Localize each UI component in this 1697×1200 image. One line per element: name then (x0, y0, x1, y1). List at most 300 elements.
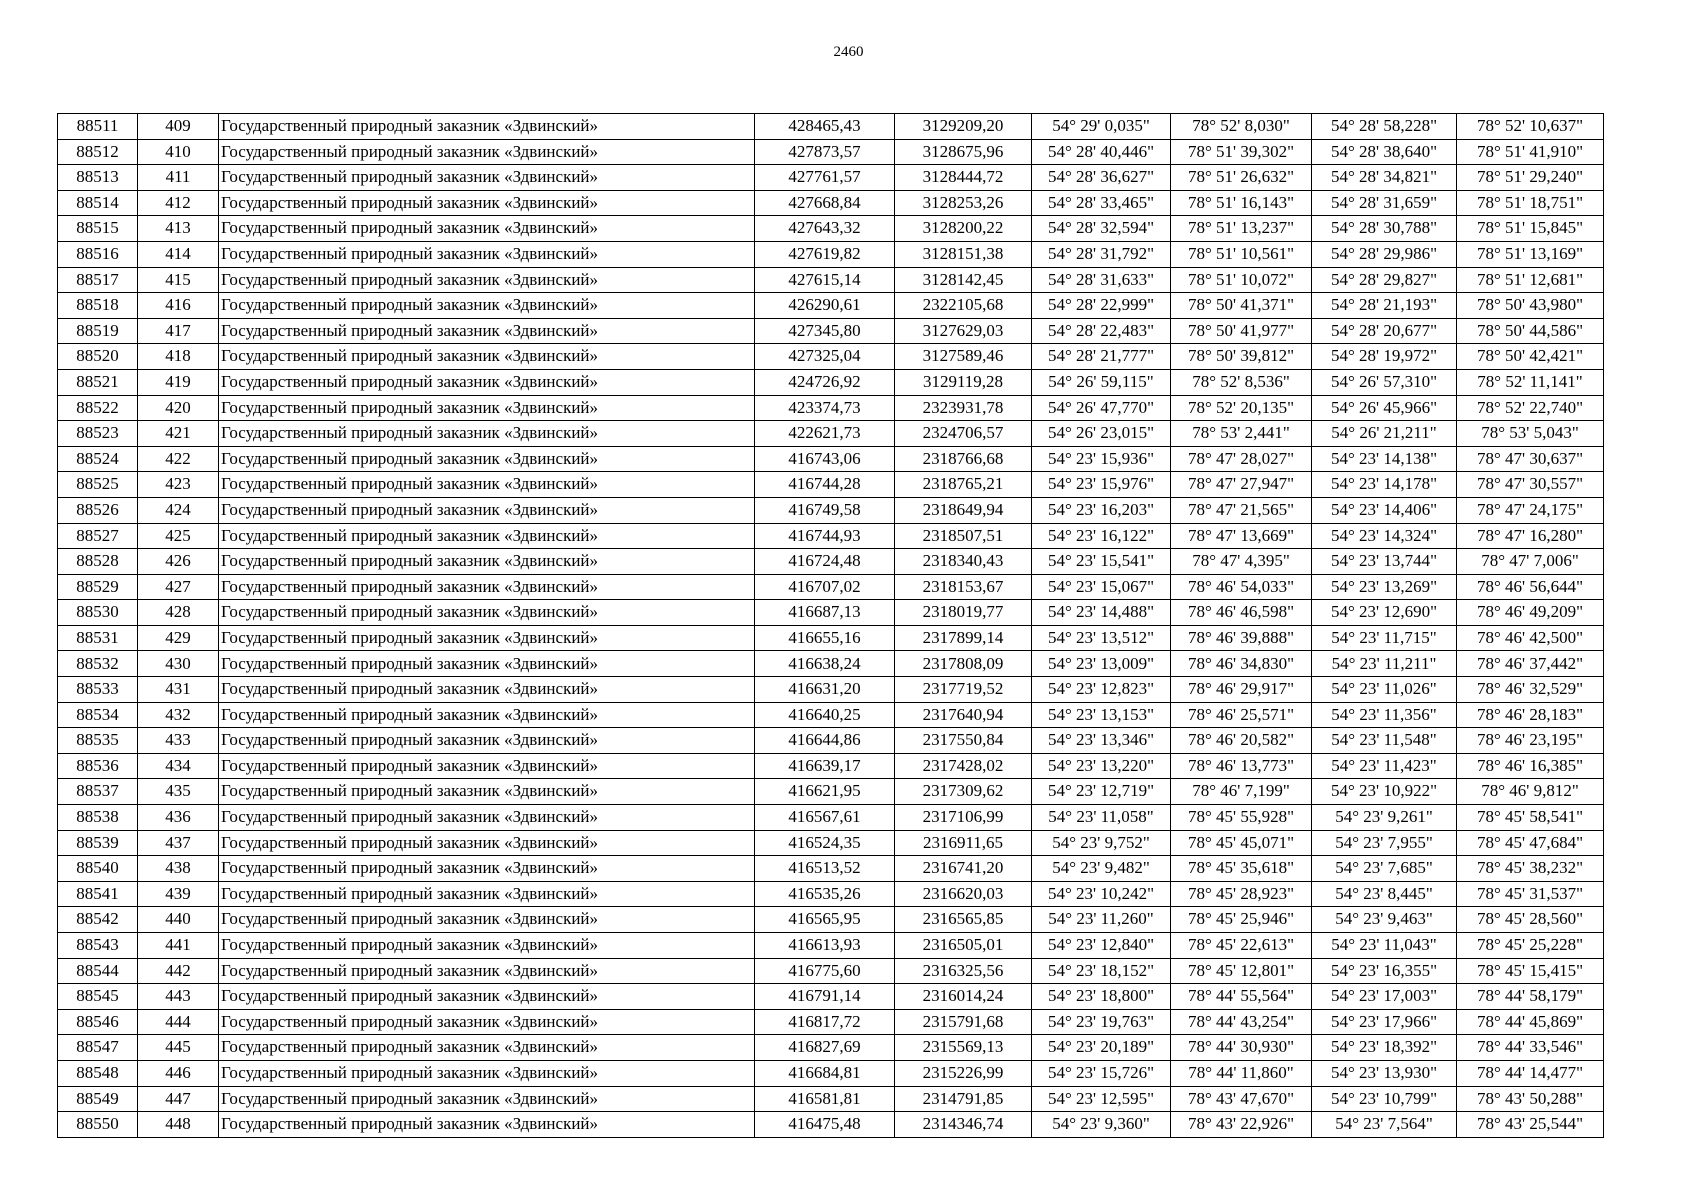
longitude-1-cell: 78° 46' 39,888" (1171, 625, 1312, 651)
latitude-1-cell: 54° 23' 9,482" (1032, 856, 1171, 882)
longitude-1-cell: 78° 51' 10,561" (1171, 241, 1312, 267)
y-coordinate-cell: 2316565,85 (895, 907, 1032, 933)
area-name-cell: Государственный природный заказник «Здвинский» (219, 395, 755, 421)
area-name-cell: Государственный природный заказник «Здвинский» (219, 907, 755, 933)
table-row (58, 677, 1604, 703)
point-number-cell: 437 (138, 830, 219, 856)
latitude-2-cell: 54° 23' 13,930" (1312, 1060, 1457, 1086)
longitude-2-cell: 78° 51' 29,240" (1457, 165, 1604, 191)
table-row (58, 318, 1604, 344)
area-name-cell: Государственный природный заказник «Здвинский» (219, 421, 755, 447)
latitude-1-cell: 54° 23' 12,823" (1032, 677, 1171, 703)
latitude-2-cell: 54° 26' 21,211" (1312, 421, 1457, 447)
area-name-cell: Государственный природный заказник «Здвинский» (219, 241, 755, 267)
latitude-2-cell: 54° 23' 7,955" (1312, 830, 1457, 856)
table-row (58, 497, 1604, 523)
point-number-cell: 412 (138, 190, 219, 216)
row-id-cell: 88537 (58, 779, 138, 805)
longitude-1-cell: 78° 46' 29,917" (1171, 677, 1312, 703)
longitude-1-cell: 78° 50' 39,812" (1171, 344, 1312, 370)
latitude-2-cell: 54° 28' 38,640" (1312, 139, 1457, 165)
point-number-cell: 436 (138, 805, 219, 831)
row-id-cell: 88531 (58, 625, 138, 651)
area-name-cell: Государственный природный заказник «Здвинский» (219, 472, 755, 498)
longitude-2-cell: 78° 47' 30,557" (1457, 472, 1604, 498)
point-number-cell: 418 (138, 344, 219, 370)
latitude-1-cell: 54° 23' 15,067" (1032, 574, 1171, 600)
row-id-cell: 88522 (58, 395, 138, 421)
longitude-2-cell: 78° 51' 12,681" (1457, 267, 1604, 293)
area-name-cell: Государственный природный заказник «Здвинский» (219, 165, 755, 191)
latitude-2-cell: 54° 28' 58,228" (1312, 114, 1457, 140)
point-number-cell: 409 (138, 114, 219, 140)
table-row (58, 190, 1604, 216)
point-number-cell: 414 (138, 241, 219, 267)
point-number-cell: 410 (138, 139, 219, 165)
area-name-cell: Государственный природный заказник «Здвинский» (219, 344, 755, 370)
longitude-2-cell: 78° 46' 32,529" (1457, 677, 1604, 703)
x-coordinate-cell: 427873,57 (755, 139, 895, 165)
row-id-cell: 88533 (58, 677, 138, 703)
area-name-cell: Государственный природный заказник «Здвинский» (219, 651, 755, 677)
table-row (58, 216, 1604, 242)
latitude-1-cell: 54° 23' 13,346" (1032, 728, 1171, 754)
area-name-cell: Государственный природный заказник «Здвинский» (219, 369, 755, 395)
area-name-cell: Государственный природный заказник «Здвинский» (219, 549, 755, 575)
table-row (58, 549, 1604, 575)
longitude-1-cell: 78° 50' 41,371" (1171, 293, 1312, 319)
latitude-1-cell: 54° 28' 33,465" (1032, 190, 1171, 216)
point-number-cell: 416 (138, 293, 219, 319)
table-row (58, 344, 1604, 370)
table-row (58, 805, 1604, 831)
y-coordinate-cell: 2318153,67 (895, 574, 1032, 600)
x-coordinate-cell: 416743,06 (755, 446, 895, 472)
row-id-cell: 88545 (58, 984, 138, 1010)
row-id-cell: 88548 (58, 1060, 138, 1086)
point-number-cell: 438 (138, 856, 219, 882)
table-row (58, 267, 1604, 293)
y-coordinate-cell: 3128253,26 (895, 190, 1032, 216)
latitude-2-cell: 54° 23' 9,261" (1312, 805, 1457, 831)
y-coordinate-cell: 3128142,45 (895, 267, 1032, 293)
latitude-1-cell: 54° 29' 0,035" (1032, 114, 1171, 140)
longitude-1-cell: 78° 44' 30,930" (1171, 1035, 1312, 1061)
latitude-1-cell: 54° 23' 15,936" (1032, 446, 1171, 472)
longitude-1-cell: 78° 51' 26,632" (1171, 165, 1312, 191)
area-name-cell: Государственный природный заказник «Здвинский» (219, 702, 755, 728)
table-row (58, 1112, 1604, 1138)
table-row (58, 472, 1604, 498)
row-id-cell: 88539 (58, 830, 138, 856)
y-coordinate-cell: 2318507,51 (895, 523, 1032, 549)
latitude-2-cell: 54° 23' 8,445" (1312, 881, 1457, 907)
y-coordinate-cell: 2316911,65 (895, 830, 1032, 856)
latitude-2-cell: 54° 23' 11,211" (1312, 651, 1457, 677)
longitude-2-cell: 78° 46' 42,500" (1457, 625, 1604, 651)
table-row (58, 856, 1604, 882)
x-coordinate-cell: 424726,92 (755, 369, 895, 395)
longitude-1-cell: 78° 47' 27,947" (1171, 472, 1312, 498)
area-name-cell: Государственный природный заказник «Здвинский» (219, 805, 755, 831)
row-id-cell: 88525 (58, 472, 138, 498)
longitude-2-cell: 78° 44' 58,179" (1457, 984, 1604, 1010)
latitude-1-cell: 54° 23' 13,153" (1032, 702, 1171, 728)
table-row (58, 958, 1604, 984)
x-coordinate-cell: 416581,81 (755, 1086, 895, 1112)
point-number-cell: 434 (138, 753, 219, 779)
table-row (58, 1086, 1604, 1112)
longitude-1-cell: 78° 53' 2,441" (1171, 421, 1312, 447)
latitude-1-cell: 54° 23' 18,800" (1032, 984, 1171, 1010)
row-id-cell: 88526 (58, 497, 138, 523)
x-coordinate-cell: 416684,81 (755, 1060, 895, 1086)
row-id-cell: 88536 (58, 753, 138, 779)
latitude-2-cell: 54° 28' 20,677" (1312, 318, 1457, 344)
y-coordinate-cell: 3128151,38 (895, 241, 1032, 267)
latitude-2-cell: 54° 28' 19,972" (1312, 344, 1457, 370)
latitude-1-cell: 54° 23' 13,009" (1032, 651, 1171, 677)
table-row (58, 369, 1604, 395)
latitude-2-cell: 54° 26' 57,310" (1312, 369, 1457, 395)
table-row (58, 702, 1604, 728)
longitude-1-cell: 78° 44' 11,860" (1171, 1060, 1312, 1086)
x-coordinate-cell: 416638,24 (755, 651, 895, 677)
longitude-1-cell: 78° 45' 22,613" (1171, 933, 1312, 959)
table-row (58, 933, 1604, 959)
x-coordinate-cell: 416513,52 (755, 856, 895, 882)
point-number-cell: 429 (138, 625, 219, 651)
x-coordinate-cell: 416621,95 (755, 779, 895, 805)
point-number-cell: 411 (138, 165, 219, 191)
y-coordinate-cell: 2314791,85 (895, 1086, 1032, 1112)
latitude-1-cell: 54° 23' 20,189" (1032, 1035, 1171, 1061)
y-coordinate-cell: 3127589,46 (895, 344, 1032, 370)
latitude-1-cell: 54° 28' 21,777" (1032, 344, 1171, 370)
longitude-1-cell: 78° 46' 25,571" (1171, 702, 1312, 728)
x-coordinate-cell: 427615,14 (755, 267, 895, 293)
latitude-1-cell: 54° 28' 36,627" (1032, 165, 1171, 191)
point-number-cell: 443 (138, 984, 219, 1010)
latitude-1-cell: 54° 23' 12,595" (1032, 1086, 1171, 1112)
latitude-2-cell: 54° 23' 7,564" (1312, 1112, 1457, 1138)
longitude-1-cell: 78° 52' 8,030" (1171, 114, 1312, 140)
longitude-2-cell: 78° 45' 47,684" (1457, 830, 1604, 856)
longitude-1-cell: 78° 46' 7,199" (1171, 779, 1312, 805)
row-id-cell: 88549 (58, 1086, 138, 1112)
x-coordinate-cell: 416524,35 (755, 830, 895, 856)
table-row (58, 881, 1604, 907)
longitude-1-cell: 78° 44' 43,254" (1171, 1009, 1312, 1035)
latitude-2-cell: 54° 23' 14,324" (1312, 523, 1457, 549)
y-coordinate-cell: 2315791,68 (895, 1009, 1032, 1035)
longitude-1-cell: 78° 47' 28,027" (1171, 446, 1312, 472)
table-row (58, 1060, 1604, 1086)
longitude-2-cell: 78° 51' 18,751" (1457, 190, 1604, 216)
latitude-1-cell: 54° 23' 11,058" (1032, 805, 1171, 831)
row-id-cell: 88535 (58, 728, 138, 754)
longitude-1-cell: 78° 51' 39,302" (1171, 139, 1312, 165)
latitude-2-cell: 54° 23' 14,178" (1312, 472, 1457, 498)
latitude-2-cell: 54° 23' 18,392" (1312, 1035, 1457, 1061)
longitude-2-cell: 78° 47' 7,006" (1457, 549, 1604, 575)
table-row (58, 728, 1604, 754)
longitude-2-cell: 78° 47' 16,280" (1457, 523, 1604, 549)
row-id-cell: 88528 (58, 549, 138, 575)
longitude-2-cell: 78° 46' 49,209" (1457, 600, 1604, 626)
x-coordinate-cell: 416567,61 (755, 805, 895, 831)
y-coordinate-cell: 2318340,43 (895, 549, 1032, 575)
latitude-2-cell: 54° 23' 14,406" (1312, 497, 1457, 523)
row-id-cell: 88540 (58, 856, 138, 882)
table-row (58, 600, 1604, 626)
table-row (58, 651, 1604, 677)
longitude-2-cell: 78° 44' 33,546" (1457, 1035, 1604, 1061)
y-coordinate-cell: 3128675,96 (895, 139, 1032, 165)
row-id-cell: 88542 (58, 907, 138, 933)
latitude-1-cell: 54° 23' 15,976" (1032, 472, 1171, 498)
longitude-1-cell: 78° 45' 55,928" (1171, 805, 1312, 831)
latitude-1-cell: 54° 23' 9,752" (1032, 830, 1171, 856)
latitude-2-cell: 54° 28' 31,659" (1312, 190, 1457, 216)
y-coordinate-cell: 2317550,84 (895, 728, 1032, 754)
longitude-1-cell: 78° 44' 55,564" (1171, 984, 1312, 1010)
longitude-2-cell: 78° 45' 31,537" (1457, 881, 1604, 907)
x-coordinate-cell: 427619,82 (755, 241, 895, 267)
longitude-2-cell: 78° 45' 15,415" (1457, 958, 1604, 984)
area-name-cell: Государственный природный заказник «Здвинский» (219, 139, 755, 165)
longitude-2-cell: 78° 43' 25,544" (1457, 1112, 1604, 1138)
longitude-1-cell: 78° 47' 4,395" (1171, 549, 1312, 575)
y-coordinate-cell: 2317808,09 (895, 651, 1032, 677)
latitude-2-cell: 54° 23' 13,269" (1312, 574, 1457, 600)
point-number-cell: 419 (138, 369, 219, 395)
latitude-2-cell: 54° 23' 11,548" (1312, 728, 1457, 754)
point-number-cell: 447 (138, 1086, 219, 1112)
longitude-2-cell: 78° 50' 44,586" (1457, 318, 1604, 344)
table-row (58, 779, 1604, 805)
area-name-cell: Государственный природный заказник «Здвинский» (219, 753, 755, 779)
point-number-cell: 433 (138, 728, 219, 754)
x-coordinate-cell: 416631,20 (755, 677, 895, 703)
table-row (58, 293, 1604, 319)
longitude-1-cell: 78° 45' 35,618" (1171, 856, 1312, 882)
longitude-1-cell: 78° 51' 13,237" (1171, 216, 1312, 242)
longitude-2-cell: 78° 45' 38,232" (1457, 856, 1604, 882)
row-id-cell: 88515 (58, 216, 138, 242)
longitude-2-cell: 78° 50' 42,421" (1457, 344, 1604, 370)
table-row (58, 241, 1604, 267)
latitude-2-cell: 54° 28' 21,193" (1312, 293, 1457, 319)
longitude-2-cell: 78° 46' 37,442" (1457, 651, 1604, 677)
row-id-cell: 88518 (58, 293, 138, 319)
coordinates-table (57, 113, 1604, 1138)
area-name-cell: Государственный природный заказник «Здвинский» (219, 728, 755, 754)
table-row (58, 753, 1604, 779)
longitude-2-cell: 78° 47' 24,175" (1457, 497, 1604, 523)
point-number-cell: 441 (138, 933, 219, 959)
latitude-1-cell: 54° 23' 11,260" (1032, 907, 1171, 933)
point-number-cell: 439 (138, 881, 219, 907)
row-id-cell: 88547 (58, 1035, 138, 1061)
row-id-cell: 88521 (58, 369, 138, 395)
latitude-1-cell: 54° 23' 15,541" (1032, 549, 1171, 575)
latitude-1-cell: 54° 23' 9,360" (1032, 1112, 1171, 1138)
area-name-cell: Государственный природный заказник «Здвинский» (219, 523, 755, 549)
longitude-2-cell: 78° 43' 50,288" (1457, 1086, 1604, 1112)
latitude-2-cell: 54° 23' 11,043" (1312, 933, 1457, 959)
x-coordinate-cell: 416655,16 (755, 625, 895, 651)
area-name-cell: Государственный природный заказник «Здвинский» (219, 1035, 755, 1061)
table-row (58, 139, 1604, 165)
point-number-cell: 444 (138, 1009, 219, 1035)
longitude-1-cell: 78° 46' 20,582" (1171, 728, 1312, 754)
y-coordinate-cell: 2316620,03 (895, 881, 1032, 907)
area-name-cell: Государственный природный заказник «Здвинский» (219, 1060, 755, 1086)
longitude-1-cell: 78° 46' 46,598" (1171, 600, 1312, 626)
x-coordinate-cell: 416535,26 (755, 881, 895, 907)
table-row (58, 446, 1604, 472)
y-coordinate-cell: 3128444,72 (895, 165, 1032, 191)
longitude-1-cell: 78° 46' 34,830" (1171, 651, 1312, 677)
page-number: 2460 (833, 44, 864, 60)
x-coordinate-cell: 427761,57 (755, 165, 895, 191)
y-coordinate-cell: 2316325,56 (895, 958, 1032, 984)
longitude-1-cell: 78° 47' 21,565" (1171, 497, 1312, 523)
latitude-1-cell: 54° 23' 16,122" (1032, 523, 1171, 549)
longitude-1-cell: 78° 43' 47,670" (1171, 1086, 1312, 1112)
row-id-cell: 88550 (58, 1112, 138, 1138)
latitude-1-cell: 54° 26' 23,015" (1032, 421, 1171, 447)
latitude-2-cell: 54° 23' 7,685" (1312, 856, 1457, 882)
longitude-1-cell: 78° 52' 20,135" (1171, 395, 1312, 421)
x-coordinate-cell: 426290,61 (755, 293, 895, 319)
table-row (58, 625, 1604, 651)
y-coordinate-cell: 2314346,74 (895, 1112, 1032, 1138)
x-coordinate-cell: 416707,02 (755, 574, 895, 600)
y-coordinate-cell: 2317309,62 (895, 779, 1032, 805)
area-name-cell: Государственный природный заказник «Здвинский» (219, 293, 755, 319)
latitude-1-cell: 54° 23' 18,152" (1032, 958, 1171, 984)
latitude-2-cell: 54° 23' 11,356" (1312, 702, 1457, 728)
x-coordinate-cell: 428465,43 (755, 114, 895, 140)
x-coordinate-cell: 416640,25 (755, 702, 895, 728)
row-id-cell: 88512 (58, 139, 138, 165)
x-coordinate-cell: 416817,72 (755, 1009, 895, 1035)
table-row (58, 1009, 1604, 1035)
y-coordinate-cell: 2318019,77 (895, 600, 1032, 626)
latitude-2-cell: 54° 23' 11,026" (1312, 677, 1457, 703)
point-number-cell: 421 (138, 421, 219, 447)
area-name-cell: Государственный природный заказник «Здвинский» (219, 1009, 755, 1035)
longitude-1-cell: 78° 43' 22,926" (1171, 1112, 1312, 1138)
area-name-cell: Государственный природный заказник «Здвинский» (219, 497, 755, 523)
x-coordinate-cell: 416744,93 (755, 523, 895, 549)
latitude-2-cell: 54° 23' 13,744" (1312, 549, 1457, 575)
table-row (58, 574, 1604, 600)
row-id-cell: 88511 (58, 114, 138, 140)
table-row (58, 907, 1604, 933)
table-row (58, 1035, 1604, 1061)
latitude-1-cell: 54° 28' 22,483" (1032, 318, 1171, 344)
point-number-cell: 432 (138, 702, 219, 728)
y-coordinate-cell: 2316741,20 (895, 856, 1032, 882)
x-coordinate-cell: 423374,73 (755, 395, 895, 421)
table-body (58, 114, 1604, 1138)
point-number-cell: 440 (138, 907, 219, 933)
point-number-cell: 448 (138, 1112, 219, 1138)
table-row (58, 114, 1604, 140)
latitude-2-cell: 54° 23' 11,715" (1312, 625, 1457, 651)
point-number-cell: 417 (138, 318, 219, 344)
point-number-cell: 420 (138, 395, 219, 421)
longitude-2-cell: 78° 45' 25,228" (1457, 933, 1604, 959)
area-name-cell: Государственный природный заказник «Здвинский» (219, 216, 755, 242)
x-coordinate-cell: 416639,17 (755, 753, 895, 779)
y-coordinate-cell: 2315569,13 (895, 1035, 1032, 1061)
y-coordinate-cell: 2317106,99 (895, 805, 1032, 831)
point-number-cell: 415 (138, 267, 219, 293)
y-coordinate-cell: 3129119,28 (895, 369, 1032, 395)
area-name-cell: Государственный природный заказник «Здвинский» (219, 779, 755, 805)
row-id-cell: 88546 (58, 1009, 138, 1035)
latitude-2-cell: 54° 23' 14,138" (1312, 446, 1457, 472)
row-id-cell: 88534 (58, 702, 138, 728)
x-coordinate-cell: 416744,28 (755, 472, 895, 498)
y-coordinate-cell: 2317640,94 (895, 702, 1032, 728)
area-name-cell: Государственный природный заказник «Здвинский» (219, 958, 755, 984)
point-number-cell: 430 (138, 651, 219, 677)
y-coordinate-cell: 2318766,68 (895, 446, 1032, 472)
latitude-1-cell: 54° 23' 13,220" (1032, 753, 1171, 779)
y-coordinate-cell: 3127629,03 (895, 318, 1032, 344)
y-coordinate-cell: 2317899,14 (895, 625, 1032, 651)
longitude-1-cell: 78° 51' 10,072" (1171, 267, 1312, 293)
latitude-1-cell: 54° 23' 14,488" (1032, 600, 1171, 626)
x-coordinate-cell: 416791,14 (755, 984, 895, 1010)
row-id-cell: 88520 (58, 344, 138, 370)
table-row (58, 421, 1604, 447)
x-coordinate-cell: 416687,13 (755, 600, 895, 626)
latitude-2-cell: 54° 28' 30,788" (1312, 216, 1457, 242)
longitude-2-cell: 78° 45' 28,560" (1457, 907, 1604, 933)
latitude-2-cell: 54° 28' 29,827" (1312, 267, 1457, 293)
latitude-1-cell: 54° 28' 32,594" (1032, 216, 1171, 242)
row-id-cell: 88532 (58, 651, 138, 677)
area-name-cell: Государственный природный заказник «Здвинский» (219, 1086, 755, 1112)
point-number-cell: 435 (138, 779, 219, 805)
latitude-2-cell: 54° 23' 11,423" (1312, 753, 1457, 779)
area-name-cell: Государственный природный заказник «Здвинский» (219, 114, 755, 140)
y-coordinate-cell: 3128200,22 (895, 216, 1032, 242)
latitude-2-cell: 54° 23' 10,922" (1312, 779, 1457, 805)
x-coordinate-cell: 416775,60 (755, 958, 895, 984)
latitude-2-cell: 54° 23' 17,966" (1312, 1009, 1457, 1035)
area-name-cell: Государственный природный заказник «Здвинский» (219, 267, 755, 293)
y-coordinate-cell: 2318649,94 (895, 497, 1032, 523)
area-name-cell: Государственный природный заказник «Здвинский» (219, 600, 755, 626)
latitude-2-cell: 54° 28' 29,986" (1312, 241, 1457, 267)
longitude-1-cell: 78° 46' 54,033" (1171, 574, 1312, 600)
longitude-1-cell: 78° 45' 45,071" (1171, 830, 1312, 856)
row-id-cell: 88523 (58, 421, 138, 447)
longitude-2-cell: 78° 46' 16,385" (1457, 753, 1604, 779)
longitude-1-cell: 78° 50' 41,977" (1171, 318, 1312, 344)
x-coordinate-cell: 416565,95 (755, 907, 895, 933)
longitude-2-cell: 78° 44' 14,477" (1457, 1060, 1604, 1086)
y-coordinate-cell: 2317428,02 (895, 753, 1032, 779)
area-name-cell: Государственный природный заказник «Здвинский» (219, 1112, 755, 1138)
